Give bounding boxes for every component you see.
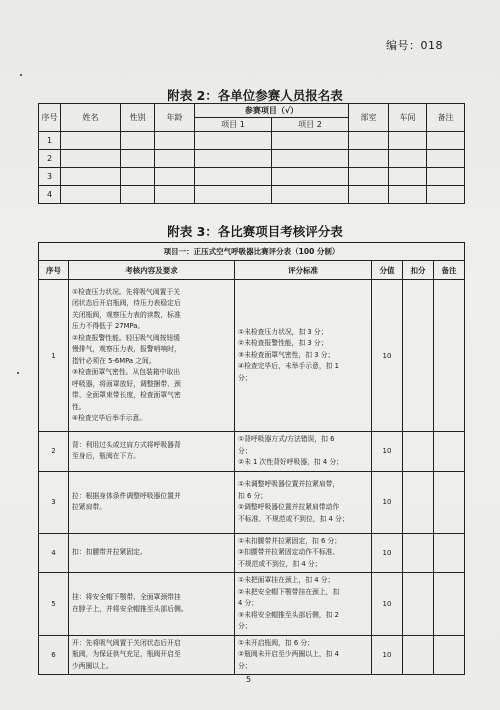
content-line: 开：先将吸气阀置于关闭状态后开启 (72, 638, 181, 647)
header-remarks: 备注 (427, 104, 465, 132)
content-line: 少两圈以上。 (72, 661, 113, 670)
row-remarks (434, 635, 465, 675)
standard-line: 扣 6 分； (238, 491, 268, 500)
row-remarks (434, 471, 465, 533)
row-deduct (403, 280, 434, 432)
row-seq: 1 (39, 132, 61, 150)
header-score: 分值 (372, 261, 403, 280)
content-line: 闭状态后开启瓶阀，待压力表稳定后 (72, 299, 181, 307)
row-deduct (403, 573, 434, 636)
content-line: 拉：根据身体条件调整呼吸器位置并 (72, 491, 181, 500)
row-remarks (434, 573, 465, 636)
page-number: 5 (246, 675, 252, 684)
standard-line: 分； (238, 446, 252, 455)
content-line: 指针必须在 5-6MPa 之间。 (72, 356, 156, 365)
row-deduct (403, 471, 434, 533)
row-remarks (434, 280, 465, 432)
content-line: 瓶阀，为保证供气充足，瓶阀开启至 (72, 650, 181, 658)
row-content (69, 533, 235, 573)
table-row (39, 280, 465, 432)
table-row (39, 573, 465, 636)
row-score: 10 (372, 635, 403, 675)
row-score: 10 (372, 533, 403, 573)
content-line: 慢排气，观察压力表，报警哨响时， (72, 345, 181, 353)
scan-mark (17, 372, 19, 374)
standard-line: ①未开启瓶阀，扣 6 分； (238, 638, 314, 647)
table-row (39, 635, 465, 675)
content-line: 至身后，瓶阀在下方。 (72, 452, 140, 461)
content-line: 压力不得低于 27MPa。 (72, 322, 145, 330)
header-event2: 项目 2 (272, 118, 349, 132)
header-standard: 评分标准 (235, 261, 372, 280)
standard-line: ①未调整呼吸器位置并拉紧肩带， (238, 480, 340, 488)
header-name: 姓名 (61, 104, 121, 132)
row-standard (235, 471, 372, 533)
registration-table (38, 103, 465, 204)
standard-line: 4 分； (238, 599, 259, 607)
content-line: 关闭瓶阀，观察压力表的读数，标准 (72, 310, 181, 319)
row-content (69, 573, 235, 636)
row-score: 10 (372, 471, 403, 533)
standard-line: ③未将安全帽推至头部后侧，扣 2 (238, 610, 339, 619)
standard-line: ②未把安全帽下颚带挂在颈上，扣 (238, 587, 340, 596)
content-line: 性。 (72, 402, 86, 411)
scan-mark (20, 74, 22, 76)
standard-line: 分； (238, 661, 252, 670)
header-department: 部室 (349, 104, 389, 132)
row-score: 10 (372, 432, 403, 472)
table-row (39, 533, 465, 573)
row-standard (235, 635, 372, 675)
row-content (69, 471, 235, 533)
standard-line: ①未把面罩挂在颈上，扣 4 分； (238, 576, 335, 584)
table2-title: 附表 3：各比赛项目考核评分表 (167, 224, 343, 239)
content-line: 扣：扣腰带并拉紧固定。 (72, 548, 147, 556)
row-seq: 3 (39, 168, 61, 186)
row-seq: 3 (39, 471, 69, 533)
standard-line: ④检查完毕后，未举手示意，扣 1 (238, 362, 339, 371)
header-events: 参赛项目（√） (195, 104, 349, 118)
table-row (39, 132, 465, 150)
standard-line: 不规范或不到位，扣 4 分； (238, 559, 322, 568)
header-seq: 序号 (39, 104, 61, 132)
row-remarks (434, 533, 465, 573)
row-standard (235, 573, 372, 636)
content-line: 带、全面罩束带长度，检查面罩气密 (72, 391, 181, 399)
row-standard (235, 533, 372, 573)
content-line: 挂：将安全帽下颚带、全面罩颈带挂 (72, 593, 181, 602)
row-content (69, 432, 235, 472)
row-seq: 6 (39, 635, 69, 675)
content-line: ①检查压力状况。先将吸气阀置于关 (72, 287, 181, 296)
header-remarks: 备注 (434, 261, 465, 280)
header-deduct: 扣分 (403, 261, 434, 280)
table-row (39, 186, 465, 204)
table-row (39, 432, 465, 472)
header-gender: 性别 (121, 104, 155, 132)
standard-line: ②未检查报警性能，扣 3 分； (238, 339, 328, 348)
standard-line: ②调整呼吸器位置并拉紧肩带动作 (238, 503, 340, 511)
row-standard (235, 280, 372, 432)
content-line: ②检查报警性能。轻压吸气阀按钮缓 (72, 333, 181, 342)
content-line: 背：利用过头或过肩方式将呼吸器背 (72, 440, 181, 449)
row-remarks (434, 432, 465, 472)
header-content: 考核内容及要求 (69, 261, 235, 280)
standard-line: ②扣腰带并拉紧固定动作不标准、 (238, 548, 340, 556)
row-score: 10 (372, 573, 403, 636)
standard-line: 分； (238, 373, 252, 382)
header-seq: 序号 (39, 261, 69, 280)
row-content (69, 635, 235, 675)
content-line: 在脖子上，并将安全帽推至头部后侧。 (72, 604, 188, 613)
row-deduct (403, 533, 434, 573)
row-seq: 2 (39, 432, 69, 472)
row-seq: 4 (39, 533, 69, 573)
standard-line: ③未检查面罩气密性，扣 3 分； (238, 350, 335, 359)
standard-line: ①背呼吸器方式/方法错误，扣 6 (238, 435, 335, 443)
standard-line: ①未扣腰带并拉紧固定，扣 6 分； (238, 536, 342, 545)
table-row (39, 471, 465, 533)
row-score: 10 (372, 280, 403, 432)
standard-line: ①未检查压力状况，扣 3 分； (238, 327, 328, 336)
row-seq: 5 (39, 573, 69, 636)
row-deduct (403, 635, 434, 675)
table-row (39, 150, 465, 168)
scoring-table (38, 242, 465, 675)
content-line: ④检查完毕后举手示意。 (72, 414, 147, 422)
document-number: 编号：018 (386, 39, 443, 52)
row-seq: 2 (39, 150, 61, 168)
content-line: ③检查面罩气密性。从包装箱中取出 (72, 368, 181, 376)
row-deduct (403, 432, 434, 472)
row-content (69, 280, 235, 432)
table2-caption: 项目一：正压式空气呼吸器比赛评分表（100 分制） (39, 243, 465, 261)
standard-line: ②瓶阀未开启至少两圈以上，扣 4 (238, 650, 339, 658)
header-event1: 项目 1 (195, 118, 272, 132)
content-line: 呼吸器，将面罩放好，调整捆带、颈 (72, 379, 181, 388)
table-row (39, 168, 465, 186)
standard-line: 不标准、不规范或不到位，扣 4 分； (238, 514, 349, 523)
header-age: 年龄 (155, 104, 195, 132)
content-line: 拉紧肩带。 (72, 503, 106, 511)
row-seq: 4 (39, 186, 61, 204)
standard-line: ②未 1 次性背好呼吸器，扣 4 分； (238, 458, 343, 466)
table1-title: 附表 2：各单位参赛人员报名表 (167, 88, 343, 103)
standard-line: 分； (238, 622, 252, 630)
row-seq: 1 (39, 280, 69, 432)
header-workshop: 车间 (389, 104, 427, 132)
row-standard (235, 432, 372, 472)
